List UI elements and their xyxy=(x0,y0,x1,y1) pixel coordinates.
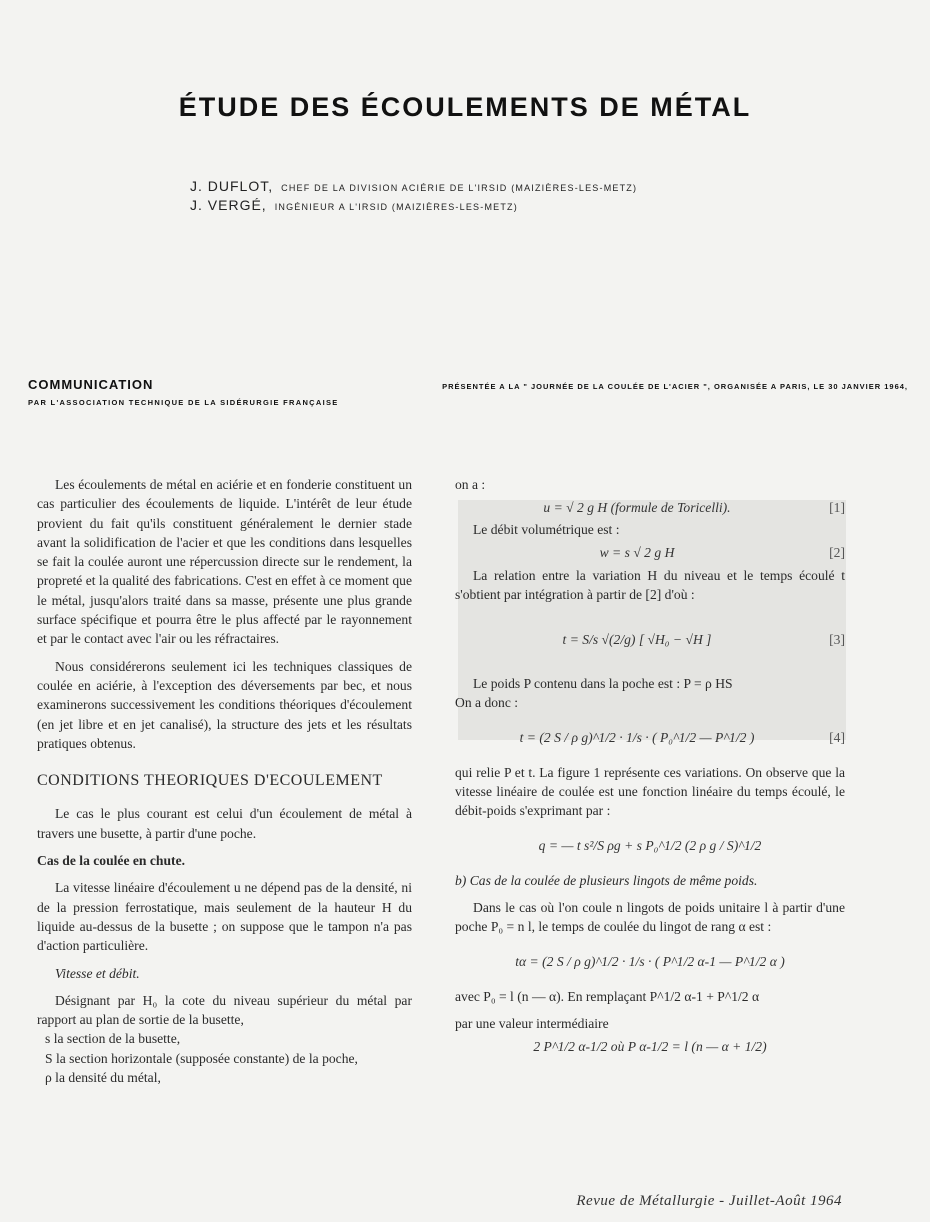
equation-7 xyxy=(455,1033,845,1059)
paragraph-intro: Les écoulements de métal en aciérie et en fonderie constituent un cas particulier des écoulements de liquide. L'intérêt de leur étude provient du fait qu'ils constituent généralement le dernier stade avant la solidification de l'acier et que les conditions dans lesquelles se fait la coulée auront une répercussion directe sur le rendement, la propreté et la qualité des fabrications. C'est en effet à ce moment que le métal, jusqu'alors traité dans sa masse, présente une plus grande surface spécifique et pourra être le plus affecté par le rayonnement et par le contact avec l'air ou les réfractaires. xyxy=(37,477,412,647)
equation-6 xyxy=(455,937,845,987)
text-avec: avec P₀ = l (n — α). En remplaçant P^1/2 α-1 + P^1/2 α xyxy=(455,988,760,1004)
definition-rho: ρ la densité du métal, xyxy=(45,1070,161,1086)
equation-1-number: [1] xyxy=(829,499,845,515)
equation-4 xyxy=(455,713,845,763)
journal-footer: Revue de Métallurgie - Juillet-Août 1964 xyxy=(576,1193,842,1209)
equation-1 xyxy=(455,494,845,520)
equation-4-body: t = (2 S / ρ g)^1/2 · 1/s · ( P₀^1/2 — P^1/2 ) xyxy=(519,730,755,746)
communication-note xyxy=(28,377,908,407)
subsection-b: b) Cas de la coulée de plusieurs lingots de même poids. xyxy=(455,872,758,888)
paragraph-designant: Désignant par H₀ la cote du niveau supérieur du métal par rapport au plan de sortie de la busette, xyxy=(37,992,412,1028)
equation-1-body: u = √ 2 g H (formule de Toricelli). xyxy=(543,499,731,515)
right-column xyxy=(455,475,845,1059)
equation-6-body: tα = (2 S / ρ g)^1/2 · 1/s · ( P^1/2 α-1 — P^1/2 α ) xyxy=(515,953,785,969)
author-1-role: CHEF DE LA DIVISION ACIÉRIE DE L'IRSID (MAIZIÈRES-LES-METZ) xyxy=(281,183,638,193)
left-column xyxy=(37,475,412,1087)
author-1 xyxy=(190,178,637,196)
page-title: ÉTUDE DES ÉCOULEMENTS DE MÉTAL xyxy=(178,92,752,122)
subheading-vitesse-debit: Vitesse et débit. xyxy=(55,965,140,981)
paragraph-busette: Le cas le plus courant est celui d'un écoulement de métal à travers une busette, à partir d'une poche. xyxy=(37,806,412,841)
communication-line1: PRÉSENTÉE A LA " JOURNÉE DE LA COULÉE DE L'ACIER ", ORGANISÉE A PARIS, LE 30 JANVIER 1964, xyxy=(442,382,908,391)
author-1-name: J. DUFLOT, xyxy=(190,178,274,194)
text-on-a: on a : xyxy=(455,477,486,492)
subsection-heading: Cas de la coulée en chute. xyxy=(37,853,186,869)
paragraph-vitesse: La vitesse linéaire d'écoulement u ne dépend pas de la densité, ni de la pression ferrostatique, mais seulement de la hauteur H du liquide au-dessus de la busette ; on suppose que le tampon n'a pas d'action particulière. xyxy=(37,880,412,954)
author-2 xyxy=(190,197,518,215)
text-valeur: par une valeur intermédiaire xyxy=(455,1015,609,1031)
equation-3-number: [3] xyxy=(829,631,845,647)
section-heading: CONDITIONS THEORIQUES D'ECOULEMENT xyxy=(37,772,383,790)
text-on-a-donc: On a donc : xyxy=(455,695,519,711)
equation-4-number: [4] xyxy=(829,730,845,746)
definition-S: S la section horizontale (supposée constante) de la poche, xyxy=(45,1050,358,1066)
equation-2-body: w = s √ 2 g H xyxy=(599,544,675,560)
text-relation: La relation entre la variation H du niveau et le temps écoulé t s'obtient par intégration à partir de [2] d'où : xyxy=(455,567,845,602)
equation-5 xyxy=(455,821,845,871)
author-2-name: J. VERGÉ, xyxy=(190,197,267,213)
communication-label: COMMUNICATION xyxy=(28,377,154,392)
text-poids: Le poids P contenu dans la poche est : P = ρ HS xyxy=(473,676,733,692)
equation-2-number: [2] xyxy=(829,544,845,560)
equation-2 xyxy=(455,540,845,566)
equation-7-body: 2 P^1/2 α-1/2 où P α-1/2 = l (n — α + 1/2) xyxy=(533,1038,767,1054)
equation-5-body: q = — t s²/S ρg + s P₀^1/2 (2 ρ g / S)^1/2 xyxy=(538,838,762,854)
paragraph-relie: qui relie P et t. La figure 1 représente ces variations. On observe que la vitesse linéaire de coulée est une fonction linéaire du temps écoulé, le débit-poids s'exprimant par : xyxy=(455,764,845,819)
definition-s: s la section de la busette, xyxy=(45,1031,181,1047)
author-2-role: INGÉNIEUR A L'IRSID (MAIZIÈRES-LES-METZ) xyxy=(274,202,518,212)
communication-line2: PAR L'ASSOCIATION TECHNIQUE DE LA SIDÉRURGIE FRANÇAISE xyxy=(28,398,339,407)
text-debit: Le débit volumétrique est : xyxy=(473,522,620,538)
paragraph-scope: Nous considérerons seulement ici les techniques classiques de coulée en aciérie, à l'exception des déversements par bec, et nous examinerons successivement les conditions théoriques d'écoulement (en jet libre et en jet canalisé), la structure des jets et les résultats pratiques obtenus. xyxy=(37,658,412,751)
equation-3 xyxy=(455,604,845,674)
paragraph-lingots: Dans le cas où l'on coule n lingots de poids unitaire l à partir d'une poche P₀ = n l, le temps de coulée du lingot de rang α est : xyxy=(455,899,845,935)
equation-3-body: t = S/s √(2/g) [ √H₀ − √H ] xyxy=(562,631,712,647)
